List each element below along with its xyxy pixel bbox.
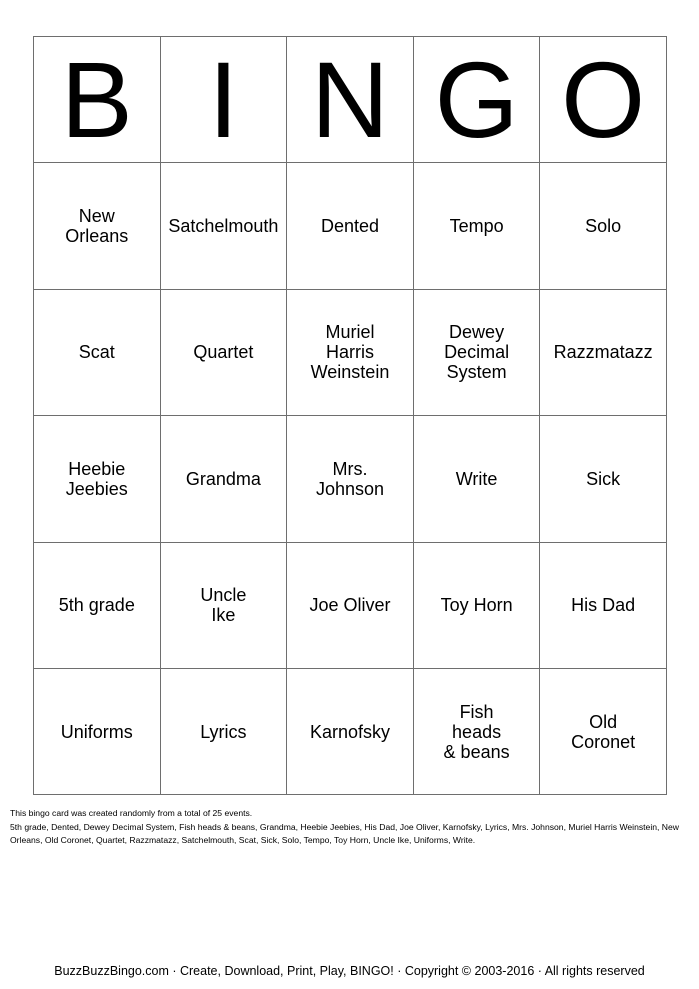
bingo-cell-label: Razzmatazz — [553, 342, 653, 363]
bingo-cell-label: His Dad — [571, 595, 636, 616]
bingo-cell — [540, 163, 667, 289]
bingo-cell-label: Tempo — [449, 216, 504, 237]
bingo-cell-label: Solo — [585, 216, 622, 237]
header-letter-g: G — [413, 37, 540, 163]
bingo-row — [34, 163, 667, 289]
bingo-cell — [34, 289, 161, 415]
bingo-cell-label: Joe Oliver — [309, 595, 391, 616]
bingo-cell-label: Muriel Harris Weinstein — [310, 322, 390, 383]
bingo-cell — [34, 542, 161, 668]
bingo-cell — [34, 163, 161, 289]
bingo-cell — [287, 163, 414, 289]
bingo-row — [34, 416, 667, 542]
bingo-cell-label: 5th grade — [58, 595, 135, 616]
header-letter-o: O — [540, 37, 667, 163]
page-footer: BuzzBuzzBingo.com · Create, Download, Print, Play, BINGO! · Copyright © 2003-2016 · All rights reserved — [54, 964, 645, 978]
card-info-events-list: 5th grade, Dented, Dewey Decimal System, Fish heads & beans, Grandma, Heebie Jeebies, His Dad, Joe Oliver, Karnofsky, Lyrics, Mrs. Johnson, Muriel Harris Weinstein, New Orleans, Old Coronet, Quartet, Razzmatazz, Satchelmouth, Scat, Sick, Solo, Tempo, Toy Horn, Uncle Ike, Uniforms, Write. — [10, 821, 679, 845]
bingo-cell — [413, 163, 540, 289]
bingo-cell — [540, 668, 667, 794]
card-info — [10, 807, 685, 848]
bingo-cell — [160, 416, 287, 542]
header-letter-b: B — [34, 37, 161, 163]
bingo-cell-label: Dewey Decimal System — [444, 322, 510, 383]
bingo-cell-label: Fish heads & beans — [443, 701, 510, 762]
bingo-cell — [540, 289, 667, 415]
bingo-cell — [34, 416, 161, 542]
bingo-cell-label: Grandma — [185, 468, 261, 489]
bingo-cell — [287, 416, 414, 542]
bingo-cell — [413, 668, 540, 794]
bingo-cell — [540, 416, 667, 542]
bingo-cell — [287, 542, 414, 668]
bingo-header-row — [34, 37, 667, 163]
bingo-cell — [160, 542, 287, 668]
bingo-cell — [413, 542, 540, 668]
bingo-cell — [160, 163, 287, 289]
bingo-cell-label: Karnofsky — [309, 721, 390, 742]
bingo-cell-label: Write — [455, 468, 498, 489]
bingo-row — [34, 668, 667, 794]
bingo-cell-label: Dented — [320, 216, 379, 237]
bingo-cell-label: Uncle Ike — [200, 585, 247, 626]
bingo-cell — [413, 289, 540, 415]
bingo-cell-label: New Orleans — [65, 206, 129, 247]
bingo-cell-label: Quartet — [193, 342, 254, 363]
bingo-card — [33, 36, 667, 795]
header-letter-i: I — [160, 37, 287, 163]
bingo-cell-label: Old Coronet — [571, 711, 636, 752]
bingo-cell-label: Scat — [78, 342, 115, 363]
bingo-cell-label: Uniforms — [60, 721, 133, 742]
bingo-row — [34, 542, 667, 668]
bingo-cell-label: Heebie Jeebies — [65, 458, 128, 499]
bingo-cell-label: Lyrics — [200, 721, 247, 742]
bingo-cell — [160, 289, 287, 415]
bingo-cell — [287, 289, 414, 415]
card-info-note: This bingo card was created randomly from a total of 25 events. — [10, 808, 253, 818]
bingo-cell-label: Sick — [586, 468, 621, 489]
bingo-cell-label: Satchelmouth — [168, 216, 279, 237]
header-letter-n: N — [287, 37, 414, 163]
bingo-cell — [160, 668, 287, 794]
bingo-cell — [34, 668, 161, 794]
bingo-cell — [287, 668, 414, 794]
bingo-cell-label: Mrs. Johnson — [315, 458, 385, 499]
bingo-row — [34, 289, 667, 415]
bingo-cell — [540, 542, 667, 668]
bingo-cell — [413, 416, 540, 542]
bingo-cell-label: Toy Horn — [440, 595, 513, 616]
